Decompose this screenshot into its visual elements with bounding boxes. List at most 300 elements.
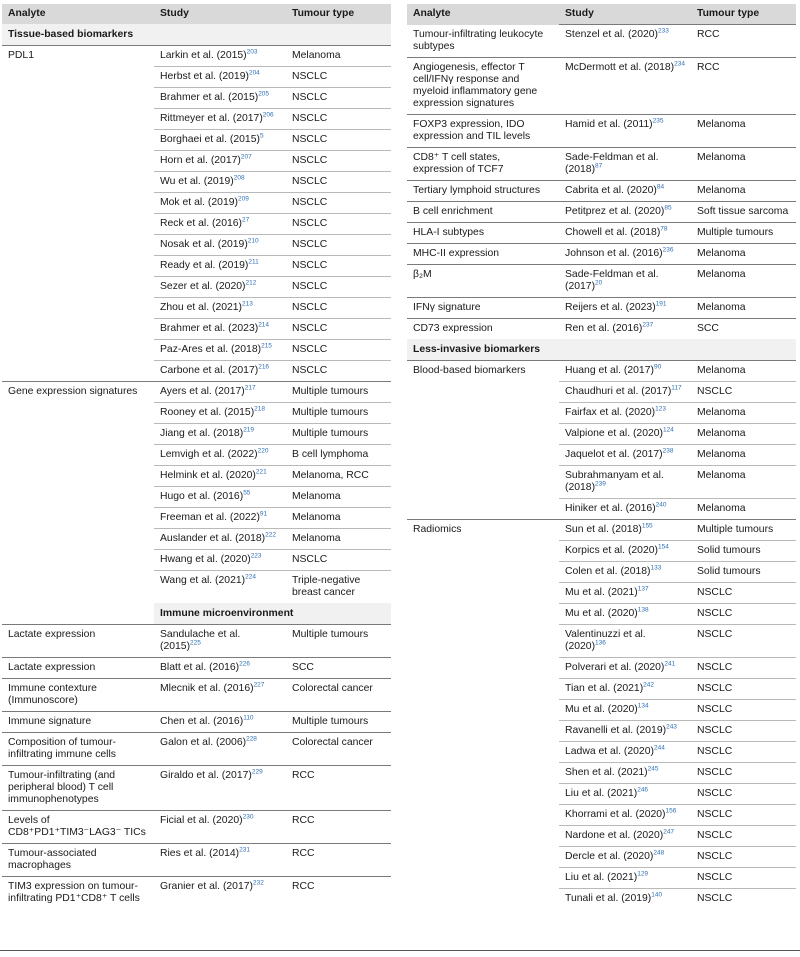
study-cell [559,360,691,381]
tumour-type-cell: Melanoma [691,297,796,318]
study-name: Galon et al. (2006) [160,737,247,748]
tumour-type-cell: SCC [691,318,796,339]
study-cell [154,130,286,151]
tumour-type-cell: RCC [286,844,391,877]
reference-number: 204 [248,69,260,77]
study-cell [154,256,286,277]
study-cell [559,381,691,402]
tumour-type-cell: Multiple tumours [691,222,796,243]
reference-number: 136 [595,639,606,647]
table-row [2,766,391,811]
table-row [2,658,391,679]
tumour-type-cell: Melanoma [691,402,796,423]
reference-number: 240 [655,501,667,509]
study-cell [559,444,691,465]
reference-number: 218 [254,405,266,413]
study-name: Chaudhuri et al. (2017) [565,385,672,397]
analyte-cell: Gene expression signatures [2,382,154,625]
analyte-cell: Blood-based biomarkers [407,360,559,519]
study-name: Horn et al. (2017) [160,155,241,166]
reference-number: 209 [237,195,249,203]
reference-number: 210 [247,237,259,245]
table-row [2,46,391,67]
reference-number: 241 [664,660,676,668]
table-row [407,201,796,222]
reference-number: 212 [245,279,257,287]
tumour-type-cell: NSCLC [691,867,796,888]
reference-number: 245 [647,765,659,773]
table-row [407,147,796,180]
tumour-type-cell: Multiple tumours [286,403,391,424]
study-name: Mu et al. (2020) [565,607,638,619]
table-row [2,679,391,712]
study-cell [154,109,286,130]
right-table-body [407,25,796,909]
study-cell [559,657,691,678]
reference-number: 129 [637,870,649,878]
tumour-type-cell: Melanoma [691,114,796,147]
study-cell [154,877,286,910]
study-cell [559,678,691,699]
header-study: Study [559,4,691,25]
reference-number: 137 [637,585,649,593]
study-name: Petitprez et al. (2020) [565,205,665,217]
tumour-type-cell: NSCLC [691,381,796,402]
tumour-type-cell: RCC [691,25,796,58]
analyte-cell: PDL1 [2,46,154,382]
study-cell [559,825,691,846]
tumour-type-cell: NSCLC [286,340,391,361]
reference-number: 78 [660,225,668,233]
tumour-type-cell: Melanoma [691,465,796,498]
analyte-cell: HLA-I subtypes [407,222,559,243]
study-name: Fairfax et al. (2020) [565,406,656,418]
study-cell [154,658,286,679]
section-row [407,339,796,361]
study-cell [154,625,286,658]
study-name: Stenzel et al. (2020) [565,29,658,40]
analyte-cell: Tumour-infiltrating leukocyte subtypes [413,28,544,52]
tumour-type-cell: RCC [691,57,796,114]
analyte-cell: FOXP3 expression, IDO expression and TIL levels [407,114,559,147]
study-name: Jiang et al. (2018) [160,428,244,439]
reference-number: 133 [650,564,662,572]
reference-number: 206 [262,111,274,119]
table-row [2,382,391,403]
study-cell [559,867,691,888]
study-name: Korpics et al. (2020) [565,544,658,556]
study-name: Hugo et al. (2016) [160,491,244,502]
tumour-type-cell: NSCLC [286,109,391,130]
tumour-type-cell: Melanoma, RCC [286,466,391,487]
section-title: Less-invasive biomarkers [407,339,796,361]
study-name: Granier et al. (2017) [160,881,253,892]
header-row [2,4,391,24]
study-cell [559,804,691,825]
study-name: Rooney et al. (2015) [160,407,255,418]
study-cell [559,888,691,909]
tumour-type-cell: Melanoma [286,529,391,550]
table-row [2,811,391,844]
tumour-type-cell: NSCLC [691,888,796,909]
analyte-cell: Immune signature [2,712,154,733]
study-cell [559,603,691,624]
reference-number: 140 [651,891,663,899]
tumour-type-cell: NSCLC [691,624,796,657]
header-analyte: Analyte [2,4,154,24]
tumour-type-cell: NSCLC [691,699,796,720]
study-cell [559,25,691,58]
study-cell [559,147,691,180]
study-name: Ravanelli et al. (2019) [565,724,667,736]
study-name: Cabrita et al. (2020) [565,184,657,196]
study-cell [154,811,286,844]
study-cell [559,423,691,444]
study-cell [559,582,691,603]
reference-number: 217 [244,384,256,392]
study-cell [559,783,691,804]
study-name: Liu et al. (2021) [565,871,638,883]
table-row [2,712,391,733]
reference-number: 233 [658,27,669,35]
study-cell [154,508,286,529]
study-name: Mu et al. (2020) [565,703,638,715]
study-cell [154,403,286,424]
study-cell [154,235,286,256]
study-cell [559,57,691,114]
table-row [2,625,391,658]
study-cell [154,319,286,340]
tumour-type-cell: Soft tissue sarcoma [691,201,796,222]
study-name: Chowell et al. (2018) [565,226,661,238]
study-name: Ren et al. (2016) [565,322,643,334]
study-name: Wang et al. (2021) [160,575,246,586]
reference-number: 55 [243,489,251,497]
table-row [407,519,796,540]
study-cell [559,699,691,720]
reference-number: 223 [250,552,262,560]
reference-number: 213 [242,300,253,308]
left-table-body [2,24,391,909]
bottom-rule [0,950,800,951]
tumour-type-cell: NSCLC [286,235,391,256]
tumour-type-cell: NSCLC [286,550,391,571]
tumour-type-cell: Melanoma [691,147,796,180]
tumour-type-cell: NSCLC [691,825,796,846]
study-cell [154,466,286,487]
reference-number: 226 [239,660,250,668]
tumour-type-cell: NSCLC [691,720,796,741]
study-name: Hiniker et al. (2016) [565,502,656,514]
table-row [407,180,796,201]
reference-number: 248 [653,849,665,857]
study-name: Wu et al. (2019) [160,176,234,187]
study-cell [154,844,286,877]
study-name: Rittmeyer et al. (2017) [160,113,263,124]
study-name: Tunali et al. (2019) [565,892,652,904]
study-cell [154,733,286,766]
study-name: Sade-Feldman et al. (2017) [565,268,659,292]
tumour-type-cell: NSCLC [691,741,796,762]
study-name: Chen et al. (2016) [160,716,244,727]
reference-number: 221 [255,468,267,476]
header-row [407,4,796,25]
reference-number: 232 [252,879,264,887]
tumour-type-cell: SCC [286,658,391,679]
study-name: Ladwa et al. (2020) [565,745,654,757]
tumour-type-cell: RCC [286,766,391,811]
reference-number: 228 [246,735,257,743]
tumour-type-cell: NSCLC [691,804,796,825]
reference-number: 242 [643,681,655,689]
section-row [2,24,391,46]
reference-number: 117 [671,384,682,392]
table-row [407,360,796,381]
study-name: Ayers et al. (2017) [160,386,245,397]
study-cell [559,846,691,867]
tumour-type-cell: RCC [286,811,391,844]
study-cell [559,720,691,741]
tumour-type-cell: NSCLC [286,151,391,172]
study-cell [154,151,286,172]
study-name: Mu et al. (2021) [565,586,638,598]
table-row [2,844,391,877]
table-row [2,733,391,766]
tumour-type-cell: NSCLC [691,582,796,603]
study-name: Mlecnik et al. (2016) [160,683,254,694]
analyte-cell: IFNγ signature [407,297,559,318]
reference-number: 91 [259,510,268,518]
study-name: Nardone et al. (2020) [565,829,664,841]
reference-number: 235 [652,117,664,125]
study-cell [154,679,286,712]
study-name: Ficial et al. (2020) [160,815,243,826]
study-cell [559,297,691,318]
study-name: Brahmer et al. (2023) [160,323,259,334]
table-row [407,57,796,114]
reference-number: 246 [637,786,649,794]
study-cell [559,201,691,222]
study-name: Sandulache et al. (2015) [160,629,241,652]
tumour-type-cell: Melanoma [691,444,796,465]
study-cell [154,193,286,214]
analyte-cell: CD73 expression [407,318,559,339]
reference-number: 123 [655,405,666,413]
reference-number: 134 [637,702,649,710]
study-cell [154,445,286,466]
analyte-cell: Angiogenesis, effector T cell/IFNγ response and myeloid inflammatory gene expression signatures [407,57,559,114]
analyte-cell: CD8⁺ T cell states, expression of TCF7 [407,147,559,180]
reference-number: 110 [243,714,254,722]
study-name: Nosak et al. (2019) [160,239,248,250]
reference-number: 237 [642,321,654,329]
tumour-type-cell: Multiple tumours [286,424,391,445]
tumour-type-cell: NSCLC [286,319,391,340]
reference-number: 247 [663,828,675,836]
tumour-type-cell: Solid tumours [691,540,796,561]
header-analyte: Analyte [407,4,559,25]
header-tumour-type: Tumour type [286,4,391,24]
study-name: Valpione et al. (2020) [565,427,664,439]
study-name: Borghaei et al. (2015) [160,134,260,145]
study-cell [154,67,286,88]
study-name: Brahmer et al. (2015) [160,92,259,103]
tumour-type-cell: Triple-negative breast cancer [286,571,391,604]
analyte-cell: B cell enrichment [407,201,559,222]
study-cell [154,46,286,67]
reference-number: 207 [240,153,252,161]
study-cell [559,465,691,498]
study-name: Shen et al. (2021) [565,766,648,778]
study-name: Johnson et al. (2016) [565,247,663,259]
study-name: Auslander et al. (2018) [160,533,266,544]
study-cell [154,361,286,382]
tumour-type-cell: Melanoma [691,498,796,519]
study-cell [154,214,286,235]
tumour-type-cell: Colorectal cancer [286,733,391,766]
tumour-type-cell: NSCLC [691,657,796,678]
analyte-cell: Lactate expression [2,658,154,679]
left-table [2,4,391,909]
tumour-type-cell: Colorectal cancer [286,679,391,712]
analyte-cell: β₂M [407,264,559,297]
study-cell [154,712,286,733]
reference-number: 20 [595,279,603,287]
study-name: Reck et al. (2016) [160,218,243,229]
study-name: Ready et al. (2019) [160,260,249,271]
tumour-type-cell: NSCLC [286,361,391,382]
study-cell [559,243,691,264]
study-cell [559,624,691,657]
table-row [2,877,391,910]
study-name: Freeman et al. (2022) [160,512,260,523]
analyte-cell: Lactate expression [2,625,154,658]
study-name: Zhou et al. (2021) [160,302,243,313]
reference-number: 208 [233,174,245,182]
reference-number: 214 [258,321,270,329]
study-cell [154,277,286,298]
analyte-cell: Tertiary lymphoid structures [407,180,559,201]
reference-number: 244 [653,744,665,752]
reference-number: 154 [657,543,669,551]
tumour-type-cell: Melanoma [691,243,796,264]
reference-number: 87 [595,162,603,170]
study-name: Paz-Ares et al. (2018) [160,344,262,355]
study-cell [154,172,286,193]
study-name: Khorrami et al. (2020) [565,808,666,820]
study-cell [154,550,286,571]
tumour-type-cell: NSCLC [286,193,391,214]
study-cell [559,498,691,519]
table-row [407,25,796,58]
header-tumour-type: Tumour type [691,4,796,25]
header-study: Study [154,4,286,24]
analyte-cell: MHC-II expression [407,243,559,264]
tumour-type-cell: NSCLC [286,88,391,109]
study-cell [559,318,691,339]
reference-number: 230 [242,813,254,821]
reference-number: 216 [258,363,270,371]
tumour-type-cell: Solid tumours [691,561,796,582]
reference-number: 191 [655,300,667,308]
reference-number: 211 [248,258,259,266]
tumour-type-cell: NSCLC [691,603,796,624]
tumour-type-cell: NSCLC [286,277,391,298]
study-cell [154,298,286,319]
tumour-type-cell: Melanoma [691,423,796,444]
study-name: Carbone et al. (2017) [160,365,259,376]
study-name: Valentinuzzi et al. (2020) [565,628,646,652]
tumour-type-cell: Melanoma [286,46,391,67]
tumour-type-cell: Multiple tumours [691,519,796,540]
study-name: Mok et al. (2019) [160,197,238,208]
study-cell [154,529,286,550]
study-name: Hwang et al. (2020) [160,554,251,565]
analyte-cell: Levels of CD8⁺PD1⁺TIM3⁻LAG3⁻ TICs [2,811,154,844]
tumour-type-cell: NSCLC [691,678,796,699]
tumour-type-cell: NSCLC [286,256,391,277]
study-cell [154,487,286,508]
tumour-type-cell: Melanoma [286,508,391,529]
study-cell [559,222,691,243]
reference-number: 239 [595,480,606,488]
reference-number: 225 [190,639,201,647]
section-title: Tissue-based biomarkers [2,24,391,46]
study-name: Hamid et al. (2011) [565,118,653,130]
reference-number: 215 [261,342,272,350]
study-cell [154,766,286,811]
tumour-type-cell: Multiple tumours [286,712,391,733]
reference-number: 124 [663,426,674,434]
study-name: Sun et al. (2018) [565,523,642,535]
study-cell [154,571,286,604]
reference-number: 220 [257,447,269,455]
study-name: Colen et al. (2018) [565,565,651,577]
study-cell [154,340,286,361]
reference-number: 224 [245,573,256,581]
tumour-type-cell: NSCLC [691,762,796,783]
tumour-type-cell: B cell lymphoma [286,445,391,466]
study-cell [559,264,691,297]
table-row [407,114,796,147]
study-name: Ries et al. (2014) [160,848,240,859]
tumour-type-cell: NSCLC [286,130,391,151]
study-name: Huang et al. (2017) [565,364,654,376]
study-name: McDermott et al. (2018) [565,61,675,73]
table-row [407,222,796,243]
reference-number: 227 [253,681,265,689]
study-name: Tian et al. (2021) [565,682,644,694]
study-name: Sezer et al. (2020) [160,281,246,292]
reference-number: 203 [246,48,258,56]
tumour-type-cell: Multiple tumours [286,625,391,658]
reference-number: 243 [666,723,677,731]
reference-number: 5 [259,132,264,140]
table-row [407,264,796,297]
right-table [407,4,796,909]
reference-number: 85 [664,204,672,212]
study-cell [559,540,691,561]
tumour-type-cell: Multiple tumours [286,382,391,403]
tumour-type-cell: NSCLC [286,214,391,235]
reference-number: 156 [665,807,677,815]
study-cell [559,180,691,201]
analyte-cell: Immune contexture (Immunoscore) [2,679,154,712]
tumour-type-cell: Melanoma [691,180,796,201]
study-name: Dercle et al. (2020) [565,850,654,862]
tumour-type-cell: Melanoma [691,264,796,297]
study-cell [559,762,691,783]
